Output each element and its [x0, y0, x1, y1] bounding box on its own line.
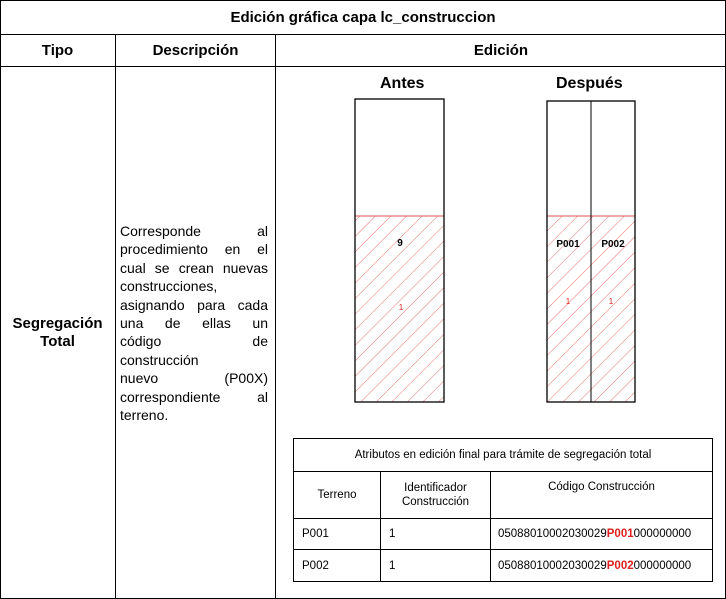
table-row-2-identificador: 1 [389, 559, 396, 572]
table-row-1-codigo [498, 519, 691, 549]
despues-construccion-label-1: 1 [565, 297, 571, 306]
descripcion-line: construcciones, [120, 278, 218, 295]
table-row-1-identificador: 1 [389, 528, 396, 540]
antes-label: Antes [380, 75, 425, 92]
descripcion-line: correspondiente al [120, 388, 268, 405]
table-row-2-codigo [498, 550, 691, 581]
descripcion-line: nuevo (P00X) [120, 370, 268, 387]
header-edicion: Edición [473, 41, 529, 59]
descripcion-line: código de [120, 333, 268, 350]
codigo-mid: 9 [600, 528, 607, 540]
tipo-line: Segregación [12, 315, 103, 332]
column-header-codigo: Código Construcción [548, 481, 655, 493]
column-header-identificador: Identificador Construcción [401, 482, 470, 508]
codigo-highlight: P002 [606, 559, 634, 572]
descripcion-line: asignando para cada [120, 296, 268, 313]
page-title: Edición gráfica capa lc_construccion [230, 8, 496, 26]
codigo-prefix: 0508801000203002 [498, 528, 601, 540]
descripcion-line: Corresponde al [120, 223, 268, 239]
codigo-mid: 9 [600, 559, 607, 572]
antes-construccion-label: 1 [398, 303, 404, 312]
despues-construccion-label-2: 1 [608, 297, 614, 306]
codigo-prefix: 0508801000203002 [498, 559, 601, 572]
table-row-2-terreno: P002 [302, 559, 329, 572]
column-header-terreno: Terreno [317, 489, 357, 501]
descripcion-line: terreno. [120, 407, 169, 424]
codigo-suffix: 000000000 [633, 528, 692, 540]
despues-parcel-label-2: P002 [601, 239, 625, 250]
attributes-table [293, 438, 713, 582]
table-row-1-terreno: P001 [302, 528, 329, 540]
header-tipo: Tipo [41, 41, 74, 59]
descripcion-line: cual se crean nuevas [120, 259, 268, 276]
descripcion-line: construcción [120, 351, 199, 368]
attributes-caption: Atributos en edición final para trámite de segregación total [354, 449, 652, 461]
codigo-suffix: 000000000 [633, 559, 692, 572]
codigo-highlight: P001 [606, 528, 634, 540]
despues-parcel-label-1: P001 [556, 239, 580, 250]
descripcion-line: procedimiento en el [120, 241, 268, 258]
header-descripcion: Descripción [152, 41, 239, 59]
descripcion-line: una de ellas un [120, 315, 268, 332]
antes-parcel-label: 9 [397, 238, 403, 249]
tipo-line: Total [40, 333, 75, 350]
despues-label: Después [556, 75, 623, 92]
